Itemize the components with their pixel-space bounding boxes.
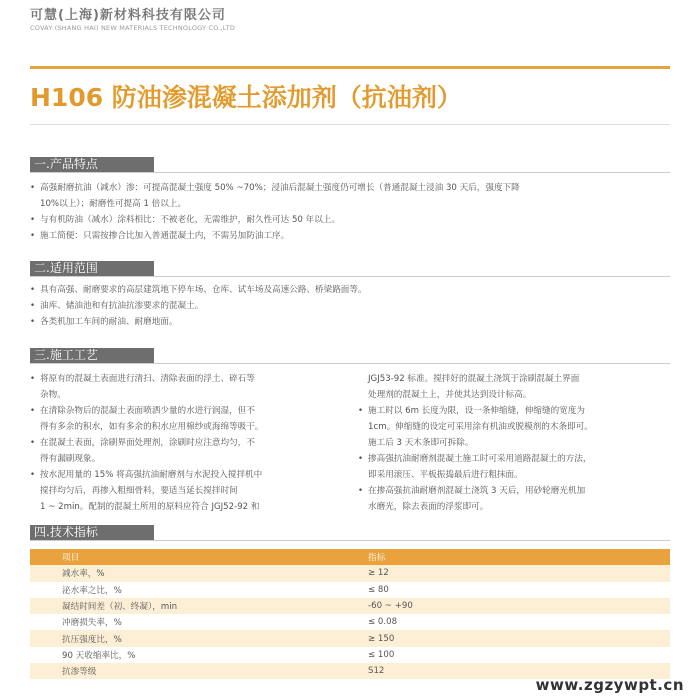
step-line: 搅拌均匀后，再掺入粗细骨料，要适当延长搅拌时间 — [40, 486, 238, 496]
process-step — [30, 435, 350, 467]
title-accent-bar — [30, 66, 670, 69]
step-line: JGJ53-92 标准。搅拌好的混凝土浇筑于涂刷混凝土界面 — [368, 374, 580, 384]
process-step-continuation — [358, 371, 673, 403]
process-step — [30, 403, 350, 435]
list-item-continuation — [30, 196, 520, 212]
table-cell: 抗压强度比，% — [30, 630, 362, 646]
section-divider — [30, 363, 670, 364]
process-step — [358, 483, 673, 515]
page-title: H106 防油渗混凝土添加剂（抗油剂） — [30, 83, 462, 112]
process-step — [30, 467, 350, 515]
section-divider — [30, 172, 670, 173]
list-item-text: 10%以上）；耐磨性可提高 1 倍以上。 — [40, 199, 187, 209]
table-cell: 减水率，% — [30, 565, 362, 581]
step-line: 1 ~ 2min。配制的混凝土所用的原料应符合 JGJ52-92 和 — [40, 502, 260, 512]
table-header-row — [30, 549, 670, 565]
step-line: 得有漏刷现象。 — [40, 454, 101, 464]
process-left-column — [30, 371, 350, 515]
section-divider — [30, 276, 670, 277]
section-heading-specs: 四.技术指标 — [30, 525, 154, 540]
step-line: 将原有的混凝土表面进行清扫、清除表面的浮土、碎石等 — [40, 374, 255, 384]
list-item: • 施工简便：只需按掺合比加入普通混凝土内，不需另加防油工序。 — [30, 228, 520, 244]
step-line: 施工时以 6m 长度为限，设一条伸缩缝，伸缩缝的宽度为 — [368, 406, 585, 416]
process-step — [358, 403, 673, 451]
process-step — [358, 451, 673, 483]
table-header-cell: 指标 — [362, 549, 670, 565]
step-line: 得有多余的积水，如有多余的积水应用棉纱或海绵等吸干。 — [40, 422, 264, 432]
table-row — [30, 630, 670, 646]
table-cell: 泌水率之比，% — [30, 582, 362, 598]
step-line: 施工后 3 天木条即可拆除。 — [368, 438, 474, 448]
title-divider — [30, 124, 670, 125]
scope-list — [30, 282, 367, 330]
table-cell: ≥ 150 — [362, 630, 670, 646]
table-cell: 抗渗等级 — [30, 663, 362, 679]
table-header-cell: 项目 — [30, 549, 362, 565]
step-line: 处理剂的混凝土上，并使其达到设计标高。 — [368, 390, 532, 400]
table-cell: ≤ 80 — [362, 582, 670, 598]
list-item: • 油库、储油池和有抗油抗渗要求的混凝土。 — [30, 298, 367, 314]
table-cell: ≤ 0.08 — [362, 614, 670, 630]
list-item: • 与有机防油（减水）涂料相比：不被老化，无需维护，耐久性可达 50 年以上。 — [30, 212, 520, 228]
section-heading-process: 三.施工工艺 — [30, 348, 154, 363]
specs-table — [30, 549, 670, 679]
step-line: 在混凝土表面，涂刷界面处理剂，涂刷时应注意均匀，不 — [40, 438, 255, 448]
company-name-cn: 可慧(上海)新材料科技有限公司 — [30, 8, 226, 23]
table-cell: 凝结时间差（初、终凝），min — [30, 598, 362, 614]
company-header — [30, 8, 235, 33]
step-line: 在掺高强抗油耐磨剂混凝土浇筑 3 天后，用砂轮磨光机加 — [368, 486, 586, 496]
table-cell: ≥ 12 — [362, 565, 670, 581]
list-item: • 各类机加工车间的耐油、耐磨地面。 — [30, 314, 367, 330]
table-row — [30, 647, 670, 663]
table-cell: 90 天收缩率比，% — [30, 647, 362, 663]
table-row — [30, 614, 670, 630]
list-item: • 高强耐磨抗油（减水）渗：可提高混凝土强度 50% ~70%；浸油后混凝土强度仍可增长（普通混凝土浸油 30 天后，强度下降 — [30, 180, 520, 196]
step-line: 即采用滚压、平板振捣最后进行粗抹面。 — [368, 470, 523, 480]
step-line: 1cm。伸缩缝的设定可采用涂有机油或脱模剂的木条即可。 — [368, 422, 593, 432]
table-cell: -60 ~ +90 — [362, 598, 670, 614]
company-name-en: COVAY (SHANG HAI) NEW MATERIALS TECHNOLOGY CO.,LTD — [30, 24, 236, 32]
section-divider — [30, 540, 670, 541]
step-line: 在清除杂物后的混凝土表面喷洒少量的水进行润湿，但不 — [40, 406, 255, 416]
watermark: www.zgzywpt.cn — [535, 676, 684, 694]
list-item: • 具有高强、耐磨要求的高层建筑地下停车场、仓库、试车场及高速公路、桥梁路面等。 — [30, 282, 367, 298]
features-list — [30, 180, 520, 244]
table-row — [30, 565, 670, 581]
step-line: 杂物。 — [40, 390, 66, 400]
table-cell: S12 — [362, 663, 670, 679]
section-heading-scope: 二.适用范围 — [30, 261, 154, 276]
step-line: 按水泥用量的 15% 将高强抗油耐磨剂与水泥投入搅拌机中 — [40, 470, 263, 480]
section-heading-features: 一.产品特点 — [30, 157, 154, 172]
table-cell: 冲磨损失率，% — [30, 614, 362, 630]
table-cell: ≤ 100 — [362, 647, 670, 663]
table-row — [30, 582, 670, 598]
process-right-column — [358, 371, 673, 515]
step-line: 水磨光，除去表面的浮浆即可。 — [368, 502, 489, 512]
step-line: 掺高强抗油耐磨剂混凝土施工时可采用道路混凝土的方法， — [368, 454, 592, 464]
table-row — [30, 598, 670, 614]
process-step — [30, 371, 350, 403]
